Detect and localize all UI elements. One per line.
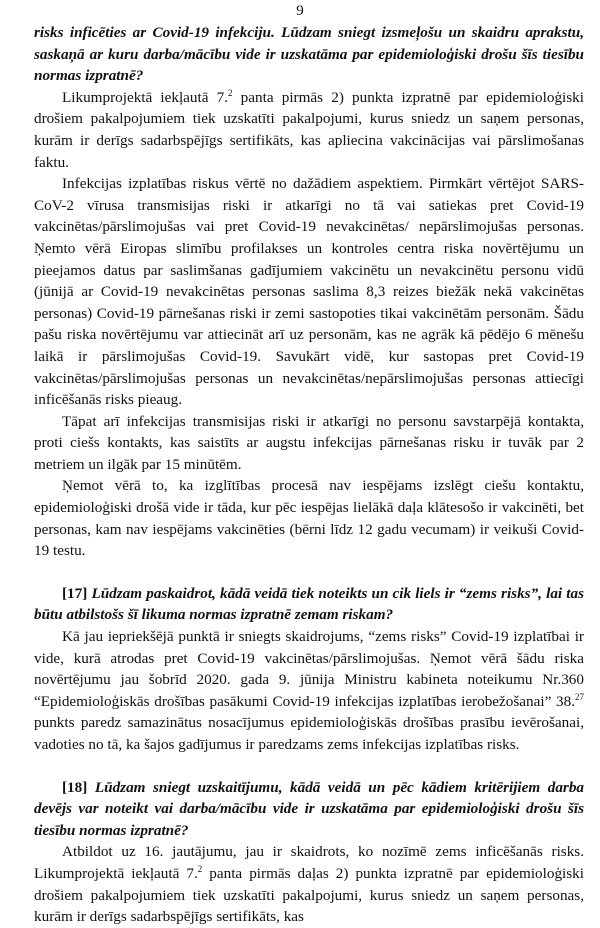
section-gap <box>34 756 584 777</box>
question-17 <box>34 583 584 626</box>
article-superscript: 2 <box>228 87 233 98</box>
question-18-number: [18] <box>62 778 88 796</box>
section-gap <box>34 562 584 583</box>
answer-6-text-c: panta pirmās daļas 2) punkta izpratnē par epidemioloģiski drošiem pakalpojumiem tiek uzskatīti pakalpojumi, kurus sniedz un saņem personas, kurām ir derīgs sadarbspējīgs sertifikāts, kas <box>34 864 584 926</box>
document-body <box>34 22 584 928</box>
answer-paragraph-5 <box>34 626 584 756</box>
question-17-text: Lūdzam paskaidrot, kādā veidā tiek noteikts un cik liels ir “zems risks”, lai tas būtu atbilstošs šī likuma normas izpratnē zemam riskam? <box>34 584 584 624</box>
article-superscript: 2 <box>197 863 203 874</box>
question-18-text: Lūdzam sniegt uzskaitījumu, kādā veidā un pēc kādiem kritērijiem darba devējs var noteikt vai darba/mācību vide ir uzskatāma par epidemioloģiski drošu šīs tiesību normas izpratnē? <box>34 778 585 839</box>
answer-6-text-b: Likumprojektā iekļautā 7. <box>34 864 198 882</box>
answer-paragraph-4: Ņemot vērā to, ka izglītības procesā nav iespējams izslēgt ciešu kontaktu, epidemioloģiski drošā vide ir tāda, kur pēc iespējas lielākā daļa klātesošo ir vakcinēti, bet personas, kam nav iespējams vakcinēties (bērni līdz 12 gadu vecumam) ir veikuši Covid-19 testu. <box>34 477 584 560</box>
page-number: 9 <box>296 3 304 19</box>
answer-paragraph-2: Infekcijas izplatības riskus vērtē no dažādiem aspektiem. Pirmkārt vērtējot SARS-CoV-2 vīrusa transmisijas riski ir atkarīgi no tā vai satiekas pret Covid-19 vakcinētas/pārslimojušas vai pret Covid-19 nevakcinētas/ nepārslimojušas personas. Ņemto vērā Eiropas slimību profilakses un kontroles centra riska novērtējumu un pieejamos datus par saslimšanas gadījumiem vakcinētu un nevakcinētu personu vidū (jūnijā ar Covid-19 nevakcinētas personas saslima 8,3 reizes biežāk nekā vakcinētas personas) Covid-19 pārnešanas riski ir zemi sastopoties tikai vakcinētām personām. Šādu pašu riska novērtējumu var attiecināt arī uz personām, kas ne agrāk kā pēdējo 6 mēnešu laikā ir pārslimojušas Covid-19. Savukārt vidē, kur sastopas pret Covid-19 vakcinētas/pārslimojušas personas un nevakcinētas/nepārslimojušas personas attiecīgi inficēšanās risks pieaug. <box>34 175 584 409</box>
answer-1-text-a: Likumprojektā iekļautā 7. <box>62 88 229 106</box>
answer-paragraph-3: Tāpat arī infekcijas transmisijas riski ir atkarīgi no personu savstarpējā kontakta, proti ciešs kontakts, kas saistīts ar augstu infekcijas pārnešanas risku ir tuvāk par 2 metriem un ilgāk par 15 minūtēm. <box>34 412 584 473</box>
answer-5-text-a: Kā jau iepriekšējā punktā ir sniegts skaidrojums, “zems risks” Covid-19 izplatībai ir vide, kurā atrodas pret Covid-19 vakcinētas/pārslimojušas. Ņemot vērā šādu riska novērtējumu jau šobrīd 2020. gada 9. jūnija Ministru kabineta noteikumu Nr.360 “Epidemioloģiskās drošības pasākumi Covid-19 infekcijas izplatības ierobežošanai” 38. <box>34 628 584 710</box>
answer-paragraph-1 <box>34 87 584 173</box>
answer-1-text-b: panta pirmās 2) punkta izpratnē par epidemioloģiski drošiem pakalpojumiem tiek uzskatīti pakalpojumi, kurus sniedz un saņem personas, kurām ir derīgs sadarbspējīgs sertifikāts, kas apliecina vakcinācijas vai pārslimošanas faktu. <box>34 88 584 171</box>
question-18 <box>34 777 584 842</box>
intro-question: risks inficēties ar Covid-19 infekciju. Lūdzam sniegt izsmeļošu un skaidru aprakstu, saskaņā ar kuru darba/mācību vide ir uzskatāma par epidemioloģiski drošu šīs tiesību normas izpratnē? <box>34 24 584 85</box>
footnote-superscript: 27 <box>575 691 584 702</box>
answer-5-text-b: punkts paredz samazinātus nosacījumus epidemioloģiskās drošības prasību ievērošanai, vadoties no tā, ka šajos gadījumus ir paredzams zems infekcijas izplatības risks. <box>34 714 584 753</box>
answer-6-text-a: Atbildot uz 16. jautājumu, jau ir skaidrots, ko nozīmē zems inficēšanās risks. <box>62 843 584 861</box>
question-17-number: [17] <box>62 584 88 602</box>
